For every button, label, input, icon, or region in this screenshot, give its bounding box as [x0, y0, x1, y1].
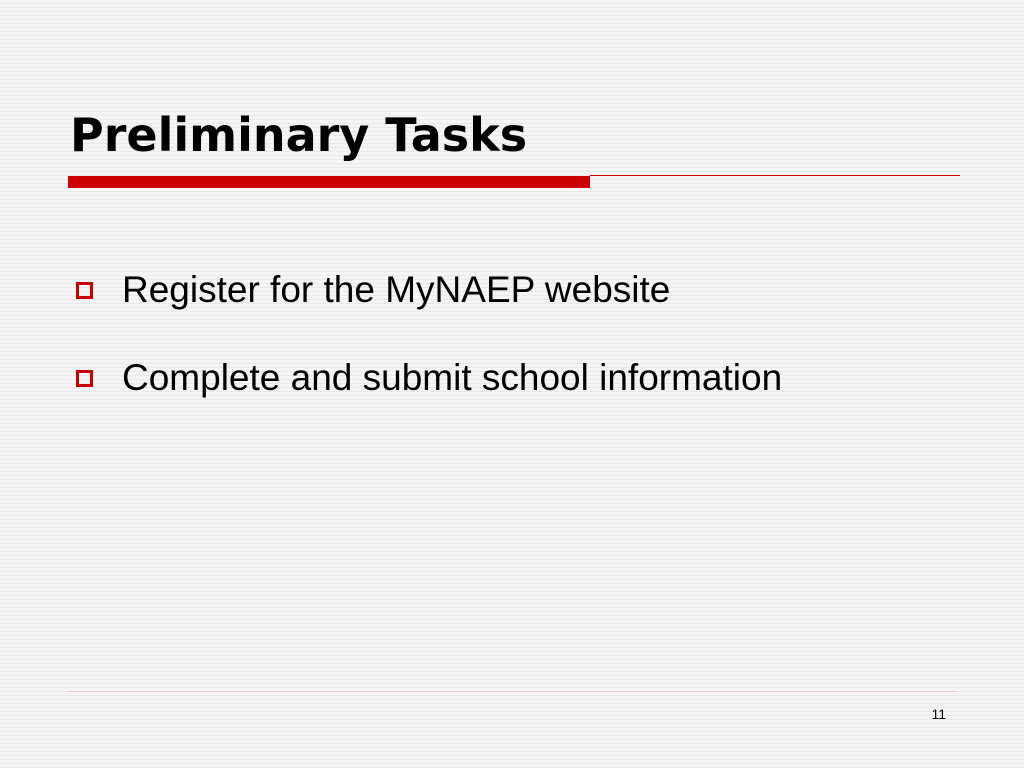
bullet-text-school-info: Complete and submit school information [122, 357, 783, 398]
slide-title: Preliminary Tasks [70, 108, 528, 162]
page-number: 11 [931, 706, 946, 722]
bullet-list [76, 262, 782, 438]
title-underline-thin [590, 175, 960, 176]
hollow-square-bullet-icon [76, 282, 93, 299]
hollow-square-bullet-icon [76, 370, 93, 387]
footer-divider [68, 691, 956, 692]
bullet-item-school-info [76, 350, 782, 406]
title-underline-thick [68, 176, 590, 188]
bullet-text-register: Register for the MyNAEP website [122, 269, 671, 310]
bullet-item-register [76, 262, 782, 318]
